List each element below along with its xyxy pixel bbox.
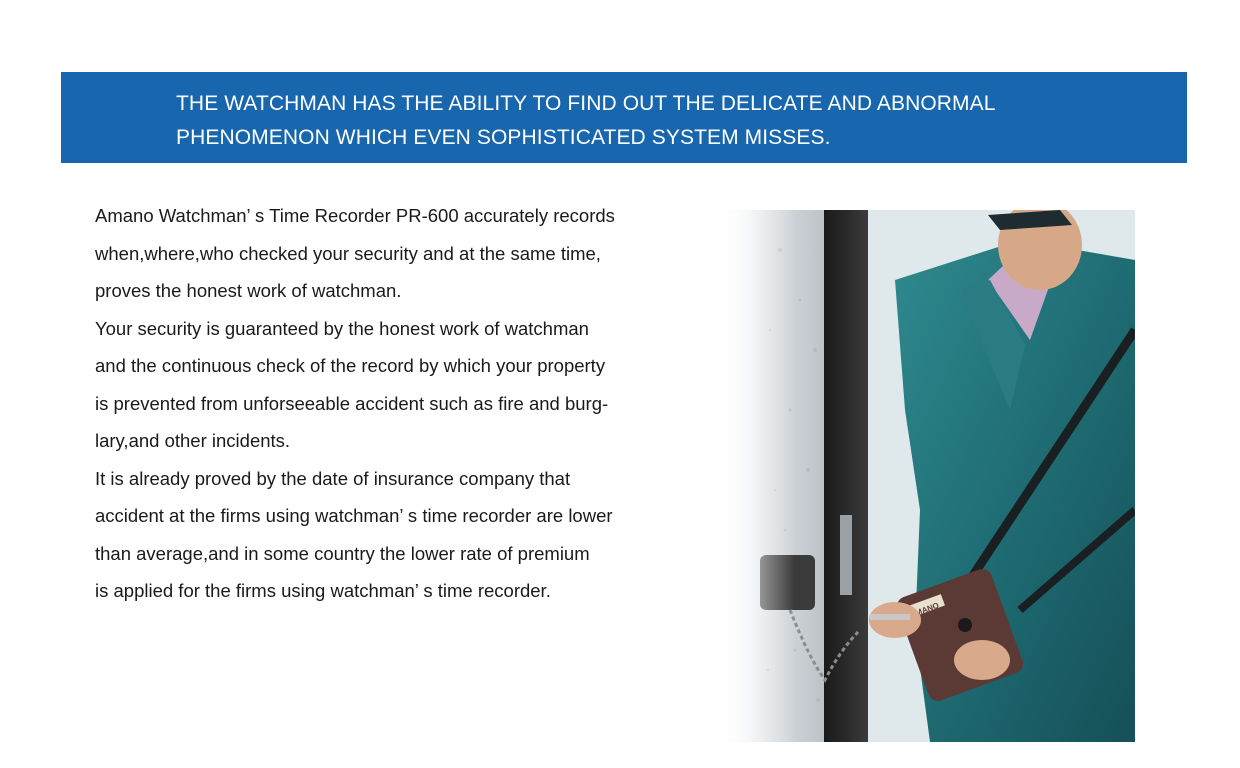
fade-overlay [720, 210, 1135, 742]
description-line: than average,and in some country the lower rate of premium [95, 542, 590, 564]
description-line: lary,and other incidents. [95, 430, 291, 451]
description-line: It is already proved by the date of insurance company that [95, 467, 571, 489]
description-line: is prevented from unforseeable accident such as fire and burg- [95, 392, 609, 414]
description-line: when,where,who checked your security and at the same time, [95, 242, 601, 264]
description-text [95, 197, 715, 610]
description-line: is applied for the firms using watchman’ s time recorder. [95, 580, 551, 601]
headline-line-2: PHENOMENON WHICH EVEN SOPHISTICATED SYSTEM MISSES. [176, 126, 831, 149]
description-line: Amano Watchman’ s Time Recorder PR-600 accurately records [95, 205, 615, 226]
description-line: accident at the firms using watchman’ s time recorder are lower [95, 505, 613, 526]
description-line: and the continuous check of the record by which your property [95, 355, 606, 376]
description-line: proves the honest work of watchman. [95, 280, 402, 301]
watchman-photo [720, 210, 1135, 742]
headline-line-1: THE WATCHMAN HAS THE ABILITY TO FIND OUT THE DELICATE AND ABNORMAL [176, 92, 996, 115]
headline-banner [61, 72, 1187, 163]
description-line: Your security is guaranteed by the honest work of watchman [95, 317, 589, 339]
